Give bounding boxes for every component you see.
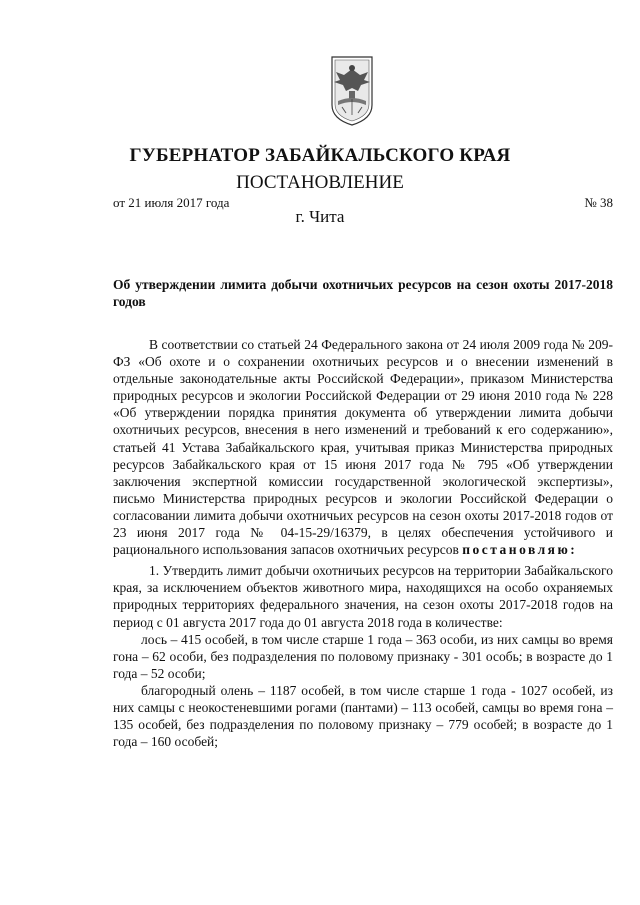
coat-of-arms-emblem <box>330 55 374 127</box>
preamble-paragraph <box>113 336 613 558</box>
issuer-title: ГУБЕРНАТОР ЗАБАЙКАЛЬСКОГО КРАЯ <box>129 145 511 166</box>
item-1-paragraph: 1. Утвердить лимит добычи охотничьих ресурсов на территории Забайкальского края, за исключением объектов животного мира, находящихся на особо охраняемых природных территориях федерального значения, на сезон охоты 2017-2018 годов на период с 01 августа 2017 года до 01 августа 2018 года в количестве: <box>113 563 613 630</box>
document-type: ПОСТАНОВЛЕНИЕ <box>236 172 404 193</box>
resolve-word: постановляю <box>462 542 571 558</box>
document-body <box>113 336 613 750</box>
document-date: от 21 июля 2017 года <box>113 195 230 210</box>
document-subject: Об утверждении лимита добычи охотничьих ресурсов на сезон охоты 2017-2018 годов <box>113 277 613 309</box>
document-city: г. Чита <box>295 207 345 226</box>
item-1-moose-paragraph: лось – 415 особей, в том числе старше 1 года – 363 особи, из них самцы во время гона – 62 особи, без подразделения по половому признаку - 301 особь; в возрасте до 1 года – 52 особи; <box>113 631 613 681</box>
preamble-text: В соответствии со статьей 24 Федерального закона от 24 июля 2009 года № 209-ФЗ «Об охоте и о сохранении охотничьих ресурсов и о внесении изменений в отдельные законодательные акты Российской Федерации», приказом Министерства природных ресурсов и экологии Российской Федерации от 29 июня 2010 года № 228 «Об утверждении порядка принятия документа об утверждении лимита добычи охотничьих ресурсов, внесения в него изменений и требований к его содержанию», статьей 41 Устава Забайкальского края, учитывая приказ Министерства природных ресурсов Забайкальского края от 15 июня 2017 года № 795 «Об утверждении заключения экспертной комиссии государственной экологической экспертизы», письмо Министерства природных ресурсов и экологии Российской Федерации о согласовании лимита добычи охотничьих ресурсов на сезон охоты 2017-2018 годов от 23 июня 2017 года № 04-15-29/16379, в целях обеспечения устойчивого и рационального использования запасов охотничьих ресурсов <box>113 337 613 558</box>
resolve-punct: : <box>570 542 578 558</box>
document-number: № 38 <box>584 195 613 210</box>
item-1-deer-paragraph: благородный олень – 1187 особей, в том числе старше 1 года - 1027 особей, из них самцы с неокостеневшими рогами (пантами) – 113 особей, самцы во время гона – 135 особей, без подразделения по половому признаку – 779 особей; в возрасте до 1 года – 160 особей; <box>113 682 613 750</box>
